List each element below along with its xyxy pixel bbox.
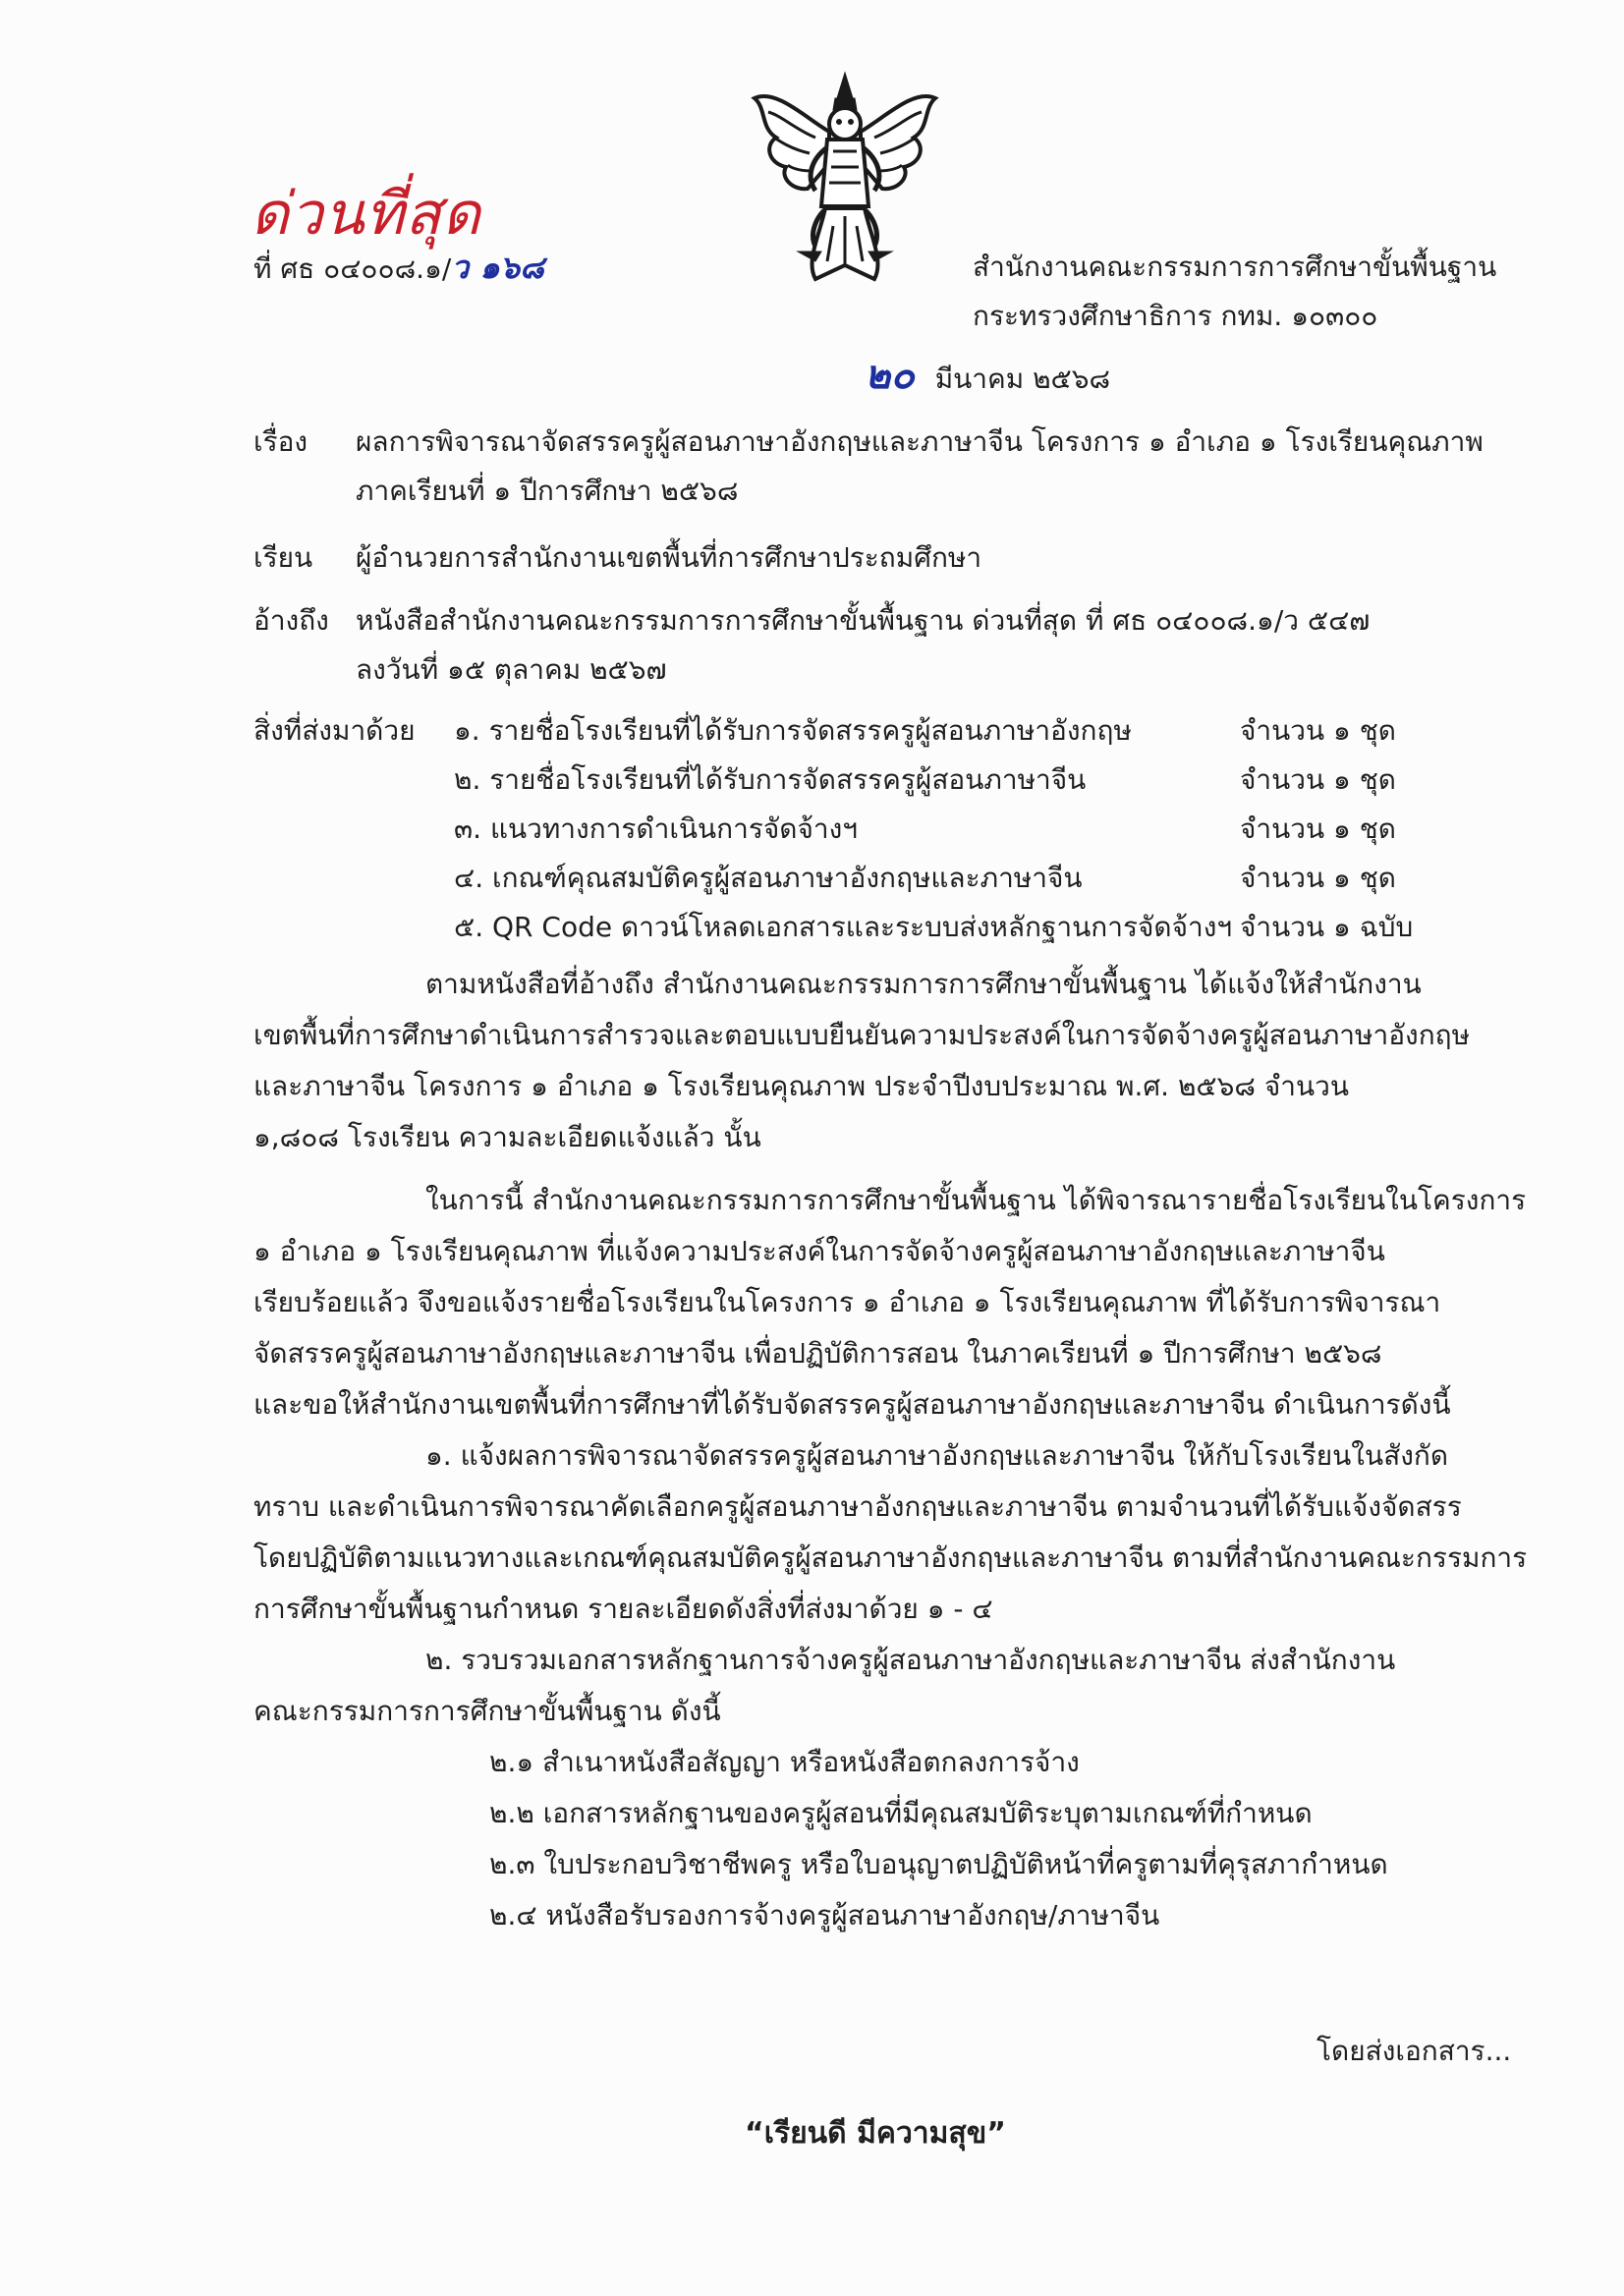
reference-handwritten: ว ๑๖๘ [451, 249, 544, 286]
document-date [865, 352, 1111, 399]
reference-line-1: หนังสือสำนักงานคณะกรรมการการศึกษาขั้นพื้นฐาน ด่วนที่สุด ที่ ศธ ๐๔๐๐๘.๑/ว ๕๔๗ [356, 604, 1371, 637]
garuda-emblem-icon [747, 69, 943, 285]
body-paragraph-4 [253, 1635, 1395, 1737]
paragraph-line: เรียบร้อยแล้ว จึงขอแจ้งรายชื่อโรงเรียนในโครงการ ๑ อำเภอ ๑ โรงเรียนคุณภาพ ที่ได้รับการพิจารณา [253, 1286, 1441, 1318]
motto: “เรียนดี มีความสุข” [745, 2116, 1006, 2151]
paragraph-line: ๑ อำเภอ ๑ โรงเรียนคุณภาพ ที่แจ้งความประสงค์ในการจัดจ้างครูผู้สอนภาษาอังกฤษและภาษาจีน [253, 1235, 1385, 1267]
enclosure-item-4: ๔. เกณฑ์คุณสมบัติครูผู้สอนภาษาอังกฤษและภาษาจีน [454, 862, 1083, 894]
enclosure-item-5: ๕. QR Code ดาวน์โหลดเอกสารและระบบส่งหลักฐานการจัดจ้างฯ [454, 911, 1233, 943]
paragraph-line: การศึกษาขั้นพื้นฐานกำหนด รายละเอียดดังสิ่งที่ส่งมาด้วย ๑ - ๔ [253, 1593, 993, 1625]
sub-item: ๒.๑ สำเนาหนังสือสัญญา หรือหนังสือตกลงการจ้าง [489, 1746, 1080, 1778]
sub-item: ๒.๓ ใบประกอบวิชาชีพครู หรือใบอนุญาตปฏิบัติหน้าที่ครูตามที่คุรุสภากำหนด [489, 1848, 1388, 1880]
paragraph-line: ๑. แจ้งผลการพิจารณาจัดสรรครูผู้สอนภาษาอังกฤษและภาษาจีน ให้กับโรงเรียนในสังกัด [425, 1439, 1449, 1472]
enclosure-qty-3: จำนวน ๑ ชุด [1240, 812, 1396, 845]
reference-line-2: ลงวันที่ ๑๕ ตุลาคม ๒๕๖๗ [356, 653, 667, 686]
enclosure-item-2: ๒. รายชื่อโรงเรียนที่ได้รับการจัดสรรครูผู้สอนภาษาจีน [454, 763, 1087, 796]
enclosure-qty-5: จำนวน ๑ ฉบับ [1240, 911, 1414, 943]
enclosure-qty-2: จำนวน ๑ ชุด [1240, 763, 1396, 796]
organization-address: กระทรวงศึกษาธิการ กทม. ๑๐๓๐๐ [973, 300, 1378, 332]
date-day-handwritten: ๒๐ [865, 352, 915, 398]
enclosure-qty-1: จำนวน ๑ ชุด [1240, 714, 1396, 747]
sub-item: ๒.๔ หนังสือรับรองการจ้างครูผู้สอนภาษาอังกฤษ/ภาษาจีน [489, 1899, 1160, 1932]
urgency-stamp: ด่วนที่สุด [251, 180, 481, 249]
enclosure-qty-4: จำนวน ๑ ชุด [1240, 862, 1396, 894]
paragraph-line: ทราบ และดำเนินการพิจารณาคัดเลือกครูผู้สอนภาษาอังกฤษและภาษาจีน ตามจำนวนที่ได้รับแจ้งจัดสรร [253, 1490, 1462, 1523]
subject-line-1: ผลการพิจารณาจัดสรรครูผู้สอนภาษาอังกฤษและภาษาจีน โครงการ ๑ อำเภอ ๑ โรงเรียนคุณภาพ [356, 425, 1484, 458]
sub-item: ๒.๒ เอกสารหลักฐานของครูผู้สอนที่มีคุณสมบัติระบุตามเกณฑ์ที่กำหนด [489, 1797, 1313, 1829]
organization-name: สำนักงานคณะกรรมการการศึกษาขั้นพื้นฐาน [973, 251, 1497, 283]
body-paragraph-1 [253, 959, 1470, 1163]
subject-label: เรื่อง [253, 425, 308, 458]
enclosure-item-3: ๓. แนวทางการดำเนินการจัดจ้างฯ [454, 812, 859, 845]
paragraph-line: และภาษาจีน โครงการ ๑ อำเภอ ๑ โรงเรียนคุณภาพ ประจำปีงบประมาณ พ.ศ. ๒๕๖๘ จำนวน [253, 1070, 1350, 1102]
paragraph-line: จัดสรรครูผู้สอนภาษาอังกฤษและภาษาจีน เพื่อปฏิบัติการสอน ในภาคเรียนที่ ๑ ปีการศึกษา ๒๕๖๘ [253, 1337, 1382, 1370]
paragraph-line: ในการนี้ สำนักงานคณะกรรมการการศึกษาขั้นพื้นฐาน ได้พิจารณารายชื่อโรงเรียนในโครงการ [425, 1184, 1527, 1216]
date-month-year: มีนาคม ๒๕๖๘ [934, 363, 1111, 395]
enclosures-label: สิ่งที่ส่งมาด้วย [253, 714, 416, 747]
body-paragraph-3 [253, 1430, 1527, 1635]
paragraph-line: ๒. รวบรวมเอกสารหลักฐานการจ้างครูผู้สอนภาษาอังกฤษและภาษาจีน ส่งสำนักงาน [425, 1644, 1396, 1676]
recipient-label: เรียน [253, 541, 313, 574]
reference-number [253, 248, 544, 289]
subject-line-2: ภาคเรียนที่ ๑ ปีการศึกษา ๒๕๖๘ [356, 475, 739, 507]
body-paragraph-2 [253, 1175, 1526, 1430]
reference-prefix: ที่ ศธ ๐๔๐๐๘.๑/ [253, 252, 452, 285]
paragraph-line: ตามหนังสือที่อ้างถึง สำนักงานคณะกรรมการการศึกษาขั้นพื้นฐาน ได้แจ้งให้สำนักงาน [425, 968, 1422, 1000]
paragraph-line: เขตพื้นที่การศึกษาดำเนินการสำรวจและตอบแบบยืนยันความประสงค์ในการจัดจ้างครูผู้สอนภาษาอังกฤษ [253, 1019, 1471, 1051]
paragraph-line: ๑,๘๐๘ โรงเรียน ความละเอียดแจ้งแล้ว นั้น [253, 1121, 761, 1153]
enclosure-item-1: ๑. รายชื่อโรงเรียนที่ได้รับการจัดสรรครูผู้สอนภาษาอังกฤษ [454, 714, 1132, 747]
recipient-text: ผู้อำนวยการสำนักงานเขตพื้นที่การศึกษาประถมศึกษา [356, 541, 982, 574]
paragraph-line: โดยปฏิบัติตามแนวทางและเกณฑ์คุณสมบัติครูผู้สอนภาษาอังกฤษและภาษาจีน ตามที่สำนักงานคณะกรรมการ [253, 1541, 1528, 1574]
paragraph-line: คณะกรรมการการศึกษาขั้นพื้นฐาน ดังนี้ [253, 1695, 721, 1727]
reference-label: อ้างถึง [253, 604, 329, 637]
paragraph-line: และขอให้สำนักงานเขตพื้นที่การศึกษาที่ได้รับจัดสรรครูผู้สอนภาษาอังกฤษและภาษาจีน ดำเนินการดังนี้ [253, 1388, 1451, 1421]
continuation-text: โดยส่งเอกสาร... [1316, 2035, 1512, 2067]
document-sub-items [253, 1737, 1388, 1941]
